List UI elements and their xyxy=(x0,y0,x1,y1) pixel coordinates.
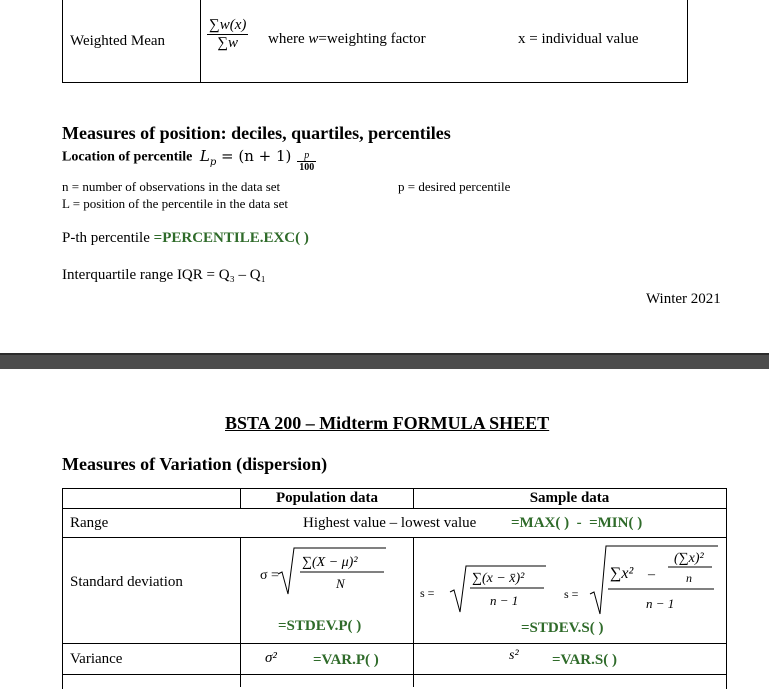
sample2-num-b: (∑x)² xyxy=(674,551,704,566)
weighted-mean-where xyxy=(268,31,426,48)
weighted-mean-label: Weighted Mean xyxy=(70,33,166,49)
variance-label: Variance xyxy=(70,651,123,667)
table-hline-2 xyxy=(62,537,726,538)
p-definition: p = desired percentile xyxy=(398,179,511,194)
weighted-mean-fraction xyxy=(207,17,248,52)
sample2-denominator: n − 1 xyxy=(646,596,675,611)
x-definition: x = individual value xyxy=(518,31,639,47)
w-variable: w xyxy=(308,31,319,47)
weighted-mean-numerator: ∑w(x) xyxy=(209,17,247,33)
percentile-location-row xyxy=(62,146,316,173)
pth-label: P-th percentile xyxy=(62,230,150,246)
w-definition: =weighting factor xyxy=(318,31,426,47)
percentile-fraction xyxy=(297,150,316,173)
sample1-denominator: n − 1 xyxy=(490,593,519,608)
variance-sample-function: =VAR.S( ) xyxy=(552,652,617,668)
table-vline-b xyxy=(240,537,241,687)
sample-stdev-function: =STDEV.S( ) xyxy=(521,620,604,636)
sample2-s-symbol: s = xyxy=(564,587,579,601)
range-sample: =MAX( ) - =MIN( ) xyxy=(511,515,643,531)
formula-lhs: L xyxy=(199,146,210,165)
col-sample: Sample data xyxy=(529,490,610,506)
pop-sigma-symbol: σ = xyxy=(260,568,279,583)
table-hline-4 xyxy=(62,674,726,675)
page-footer: Winter 2021 xyxy=(646,291,721,307)
range-label: Range xyxy=(70,515,109,531)
percentile-frac-num: p xyxy=(297,150,316,162)
sample2-num-a: ∑x² xyxy=(610,565,634,582)
sample-stdev-formula-1 xyxy=(418,556,554,618)
table-hline-1 xyxy=(62,508,726,509)
pop-stdev-formula xyxy=(258,542,388,604)
pop-stdev-denominator: N xyxy=(336,576,345,591)
sample1-s-symbol: s = xyxy=(420,586,435,600)
iqr-text: Interquartile range IQR = Q₃ – Q₁ xyxy=(62,267,266,283)
formula-subscript: p xyxy=(209,156,217,168)
table-vline-d xyxy=(413,537,414,687)
variation-heading: Measures of Variation (dispersion) xyxy=(62,454,328,474)
sample1-numerator: ∑(x − x̄)² xyxy=(472,571,525,586)
table-hline-3 xyxy=(62,643,726,644)
pth-percentile-row xyxy=(62,230,309,247)
pop-stdev-numerator: ∑(X − μ)² xyxy=(302,555,358,570)
pop-stdev-function: =STDEV.P( ) xyxy=(278,618,362,634)
percentile-frac-den: 100 xyxy=(299,162,315,173)
n-definition: n = number of observations in the data set xyxy=(62,179,281,194)
sheet-title: BSTA 200 – Midterm FORMULA SHEET xyxy=(225,413,550,433)
L-definition: L = position of the percentile in the data set xyxy=(62,196,288,211)
col-population: Population data xyxy=(275,490,379,506)
formula-mid: = (n + 1) xyxy=(221,146,292,165)
sample2-num-c: n xyxy=(686,571,692,585)
position-heading: Measures of position: deciles, quartiles, percentiles xyxy=(62,123,451,143)
weighted-mean-denominator: ∑w xyxy=(217,35,239,51)
weighted-mean-divider xyxy=(200,0,201,82)
where-text: where xyxy=(268,31,305,47)
sample2-minus: – xyxy=(648,567,655,582)
variance-pop-function: =VAR.P( ) xyxy=(313,652,379,668)
page-separator xyxy=(0,353,769,369)
pth-function: =PERCENTILE.EXC( ) xyxy=(153,230,309,246)
range-population: Highest value – lowest value xyxy=(303,515,477,531)
variance-sample-symbol: s² xyxy=(509,648,519,663)
stdev-label: Standard deviation xyxy=(70,574,183,590)
variance-pop-symbol: σ² xyxy=(265,650,277,666)
location-label: Location of percentile xyxy=(62,149,193,165)
sample-stdev-formula-2 xyxy=(562,540,722,618)
